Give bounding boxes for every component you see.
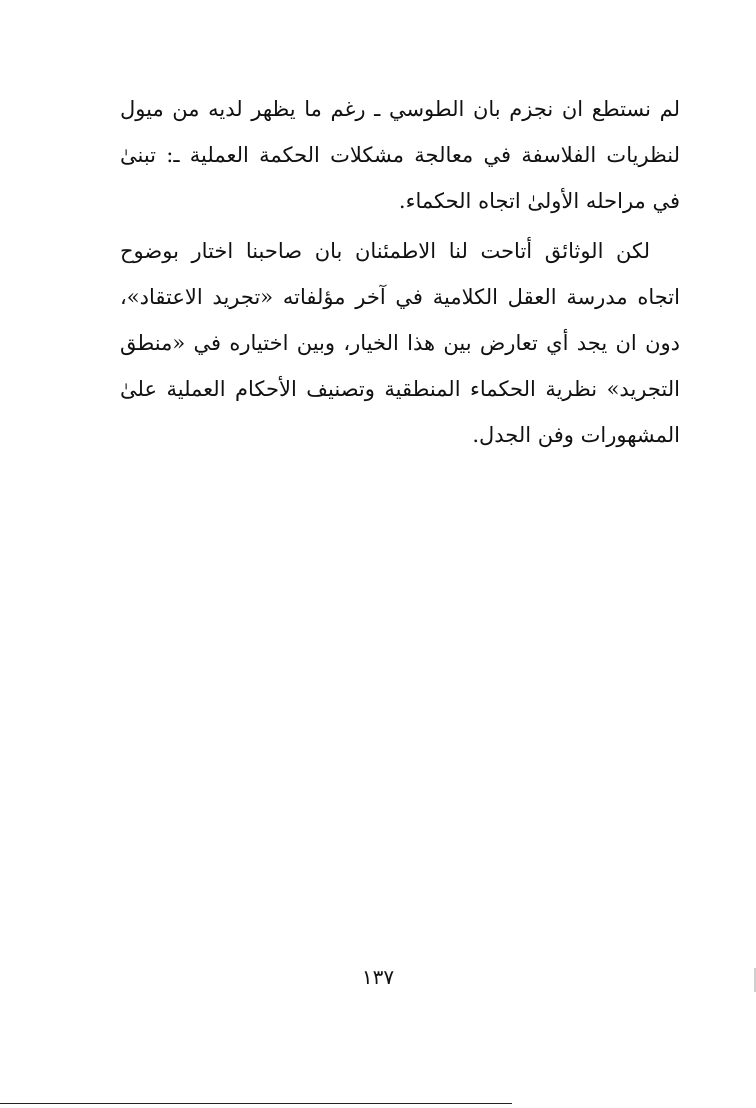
bottom-rule	[0, 1103, 512, 1104]
body-text	[120, 86, 680, 458]
paragraph-2: لكن الوثائق أتاحت لنا الاطمئنان بان صاحبنا اختار بوضوح اتجاه مدرسة العقل الكلامية في آخر مؤلفاته «تجريد الاعتقاد»، دون ان يجد أي تعارض بين هذا الخيار، وبين اختياره في «منطق التجريد» نظرية الحكماء المنطقية وتصنيف الأحكام العملية علىٰ المشهورات وفن الجدل.	[120, 239, 680, 447]
paragraph-1: لم نستطع ان نجزم بان الطوسي ـ رغم ما يظهر لديه من ميول لنظريات الفلاسفة في معالجة مشكلات الحكمة العملية ـ: تبنىٰ في مراحله الأولىٰ اتجاه الحكماء.	[120, 97, 680, 213]
page-number: ١٣٧	[361, 965, 395, 989]
